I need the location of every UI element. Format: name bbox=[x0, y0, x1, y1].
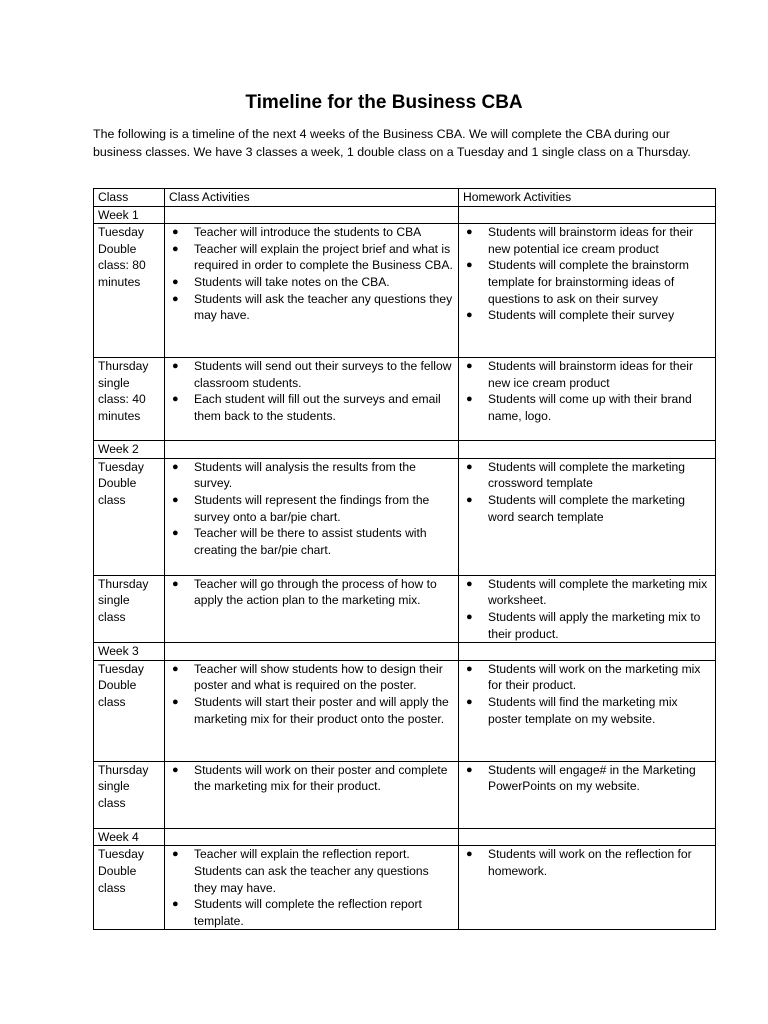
class-activities-cell bbox=[165, 575, 459, 642]
empty-cell bbox=[459, 441, 716, 459]
list-item-text: Students will complete the marketing word search template bbox=[488, 492, 685, 524]
list-item bbox=[169, 661, 454, 694]
bullet-dot-icon: ● bbox=[172, 898, 179, 911]
list-item bbox=[169, 358, 454, 391]
list-item-text: Teacher will explain the project brief and what is required in order to complete the Business CBA. bbox=[194, 241, 453, 273]
bullet-dot-icon: ● bbox=[466, 393, 473, 406]
bullet-list bbox=[463, 459, 711, 525]
list-item-text: Students will complete the brainstorm template for brainstorming ideas of questions to ask on their survey bbox=[488, 258, 689, 306]
list-item-text: Students will come up with their brand name, logo. bbox=[488, 392, 692, 423]
empty-cell bbox=[165, 828, 459, 846]
week-row bbox=[94, 441, 716, 459]
table-row bbox=[94, 846, 716, 930]
list-item-text: Students will work on their poster and complete the marketing mix for their product. bbox=[194, 762, 448, 794]
timeline-body bbox=[94, 206, 716, 930]
table-row bbox=[94, 575, 716, 642]
table-header-row bbox=[94, 189, 716, 207]
list-item-text: Teacher will explain the reflection report. Students can ask the teacher any questions they may have. bbox=[194, 847, 429, 895]
bullet-list bbox=[463, 224, 711, 324]
empty-cell bbox=[459, 828, 716, 846]
list-item-text: Students will analysis the results from the survey. bbox=[194, 459, 416, 491]
bullet-dot-icon: ● bbox=[466, 460, 473, 473]
bullet-dot-icon: ● bbox=[172, 393, 179, 406]
class-activities-cell bbox=[165, 660, 459, 761]
list-item-text: Students will find the marketing mix poster template on my website. bbox=[488, 694, 678, 726]
empty-cell bbox=[459, 206, 716, 224]
bullet-dot-icon: ● bbox=[172, 292, 179, 305]
list-item-text: Students will complete the reflection report template. bbox=[194, 897, 422, 928]
bullet-dot-icon: ● bbox=[172, 226, 179, 239]
bullet-list bbox=[169, 224, 454, 324]
bullet-dot-icon: ● bbox=[466, 662, 473, 675]
homework-activities-cell bbox=[459, 458, 716, 575]
bullet-dot-icon: ● bbox=[172, 662, 179, 675]
bullet-dot-icon: ● bbox=[172, 460, 179, 473]
list-item bbox=[169, 241, 454, 274]
class-cell: Thursday single class: 40 minutes bbox=[94, 358, 165, 441]
list-item bbox=[463, 576, 711, 609]
week-label: Week 2 bbox=[94, 441, 165, 459]
list-item-text: Students will apply the marketing mix to their product. bbox=[488, 609, 701, 641]
list-item bbox=[463, 391, 711, 424]
list-item-text: Students will brainstorm ideas for their new ice cream product bbox=[488, 359, 694, 390]
homework-activities-cell bbox=[459, 761, 716, 828]
class-cell: Tuesday Double class bbox=[94, 458, 165, 575]
table-row bbox=[94, 761, 716, 828]
bullet-dot-icon: ● bbox=[172, 695, 179, 708]
class-activities-cell bbox=[165, 458, 459, 575]
bullet-list bbox=[169, 846, 454, 929]
list-item-text: Teacher will go through the process of how to apply the action plan to the marketing mix. bbox=[194, 576, 437, 608]
bullet-dot-icon: ● bbox=[466, 610, 473, 623]
class-activities-cell bbox=[165, 358, 459, 441]
bullet-dot-icon: ● bbox=[466, 848, 473, 861]
empty-cell bbox=[165, 206, 459, 224]
class-cell: Tuesday Double class bbox=[94, 660, 165, 761]
list-item-text: Students will represent the findings from the survey onto a bar/pie chart. bbox=[194, 492, 430, 524]
list-item bbox=[463, 609, 711, 642]
list-item bbox=[169, 576, 454, 609]
bullet-dot-icon: ● bbox=[466, 360, 473, 373]
bullet-dot-icon: ● bbox=[466, 226, 473, 239]
class-activities-cell bbox=[165, 846, 459, 930]
list-item bbox=[169, 762, 454, 795]
bullet-dot-icon: ● bbox=[172, 275, 179, 288]
table-row bbox=[94, 358, 716, 441]
intro-paragraph: The following is a timeline of the next 4 weeks of the Business CBA. We will complete the CBA during our business classes. We have 3 classes a week, 1 double class on a Tuesday and 1 single class on a Thursday. bbox=[93, 127, 691, 159]
list-item-text: Students will complete their survey bbox=[488, 308, 675, 323]
table-row bbox=[94, 458, 716, 575]
bullet-dot-icon: ● bbox=[172, 527, 179, 540]
week-label: Week 1 bbox=[94, 206, 165, 224]
bullet-list bbox=[169, 576, 454, 609]
list-item bbox=[463, 492, 711, 525]
list-item bbox=[463, 459, 711, 492]
bullet-dot-icon: ● bbox=[172, 577, 179, 590]
list-item bbox=[169, 525, 454, 558]
list-item bbox=[169, 694, 454, 727]
list-item bbox=[463, 846, 711, 879]
bullet-dot-icon: ● bbox=[172, 242, 179, 255]
list-item-text: Students will work on the marketing mix for their product. bbox=[488, 661, 701, 693]
header-class: Class bbox=[94, 189, 165, 207]
bullet-dot-icon: ● bbox=[466, 695, 473, 708]
bullet-dot-icon: ● bbox=[172, 848, 179, 861]
empty-cell bbox=[165, 643, 459, 661]
list-item bbox=[463, 358, 711, 391]
list-item-text: Students will ask the teacher any questions they may have. bbox=[194, 291, 453, 323]
list-item bbox=[463, 661, 711, 694]
class-activities-cell bbox=[165, 224, 459, 358]
list-item-text: Teacher will show students how to design their poster and what is required on the poster. bbox=[194, 661, 443, 693]
bullet-list bbox=[463, 762, 711, 795]
class-cell: Tuesday Double class: 80 minutes bbox=[94, 224, 165, 358]
list-item-text: Students will engage# in the Marketing PowerPoints on my website. bbox=[488, 762, 696, 794]
bullet-list bbox=[169, 661, 454, 727]
list-item bbox=[169, 846, 454, 896]
class-cell: Thursday single class bbox=[94, 575, 165, 642]
bullet-dot-icon: ● bbox=[172, 360, 179, 373]
class-activities-cell bbox=[165, 761, 459, 828]
bullet-dot-icon: ● bbox=[466, 493, 473, 506]
list-item bbox=[463, 762, 711, 795]
list-item bbox=[463, 224, 711, 257]
list-item bbox=[463, 694, 711, 727]
table-row bbox=[94, 224, 716, 358]
bullet-list bbox=[169, 459, 454, 559]
list-item bbox=[169, 224, 454, 241]
list-item-text: Each student will fill out the surveys and email them back to the students. bbox=[194, 392, 441, 423]
homework-activities-cell bbox=[459, 660, 716, 761]
empty-cell bbox=[165, 441, 459, 459]
week-row bbox=[94, 206, 716, 224]
list-item bbox=[169, 391, 454, 424]
list-item bbox=[463, 257, 711, 307]
bullet-dot-icon: ● bbox=[172, 493, 179, 506]
list-item-text: Teacher will be there to assist students with creating the bar/pie chart. bbox=[194, 526, 427, 557]
list-item-text: Students will start their poster and will apply the marketing mix for their product onto the poster. bbox=[194, 694, 449, 726]
list-item bbox=[169, 492, 454, 525]
list-item bbox=[169, 291, 454, 324]
bullet-dot-icon: ● bbox=[466, 259, 473, 272]
list-item bbox=[463, 307, 711, 324]
list-item-text: Students will take notes on the CBA. bbox=[194, 274, 390, 289]
header-homework-activities: Homework Activities bbox=[459, 189, 716, 207]
bullet-dot-icon: ● bbox=[172, 763, 179, 776]
homework-activities-cell bbox=[459, 575, 716, 642]
list-item bbox=[169, 896, 454, 929]
bullet-list bbox=[169, 358, 454, 424]
week-row bbox=[94, 828, 716, 846]
list-item bbox=[169, 459, 454, 492]
bullet-list bbox=[463, 846, 711, 879]
empty-cell bbox=[459, 643, 716, 661]
bullet-dot-icon: ● bbox=[466, 577, 473, 590]
homework-activities-cell bbox=[459, 358, 716, 441]
list-item-text: Students will work on the reflection for homework. bbox=[488, 847, 692, 878]
week-label: Week 4 bbox=[94, 828, 165, 846]
week-label: Week 3 bbox=[94, 643, 165, 661]
bullet-list bbox=[463, 576, 711, 642]
list-item-text: Teacher will introduce the students to CBA bbox=[194, 225, 422, 240]
list-item-text: Students will send out their surveys to the fellow classroom students. bbox=[194, 359, 452, 390]
page-title: Timeline for the Business CBA bbox=[245, 92, 523, 113]
list-item bbox=[169, 274, 454, 291]
class-cell: Thursday single class bbox=[94, 761, 165, 828]
bullet-list bbox=[169, 762, 454, 795]
bullet-list bbox=[463, 661, 711, 727]
timeline-table bbox=[93, 188, 716, 930]
header-class-activities: Class Activities bbox=[165, 189, 459, 207]
list-item-text: Students will complete the marketing crossword template bbox=[488, 459, 685, 491]
list-item-text: Students will brainstorm ideas for their new potential ice cream product bbox=[488, 225, 694, 256]
class-cell: Tuesday Double class bbox=[94, 846, 165, 930]
table-row bbox=[94, 660, 716, 761]
homework-activities-cell bbox=[459, 846, 716, 930]
list-item-text: Students will complete the marketing mix worksheet. bbox=[488, 576, 708, 608]
bullet-dot-icon: ● bbox=[466, 763, 473, 776]
bullet-list bbox=[463, 358, 711, 424]
bullet-dot-icon: ● bbox=[466, 309, 473, 322]
week-row bbox=[94, 643, 716, 661]
homework-activities-cell bbox=[459, 224, 716, 358]
